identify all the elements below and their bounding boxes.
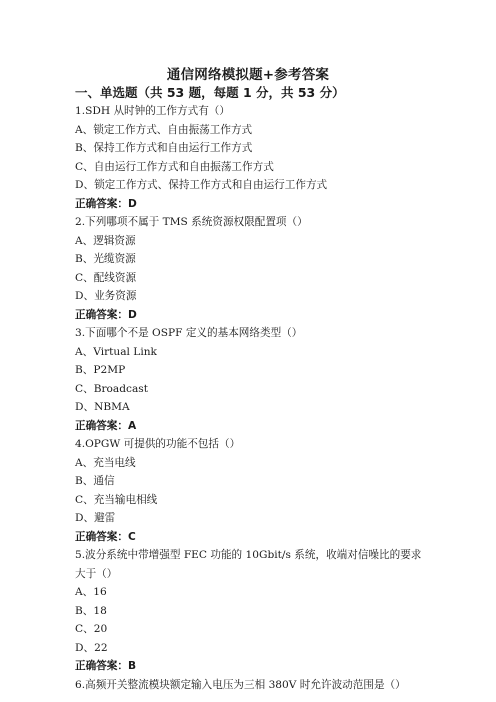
question-text: 2.下列哪项不属于 TMS 系统资源权限配置项（）	[75, 216, 308, 228]
option-d: D、业务资源	[75, 290, 137, 302]
question-block	[75, 546, 425, 676]
correct-answer: 正确答案：D	[75, 308, 137, 321]
correct-answer: 正确答案：B	[75, 660, 137, 672]
option-c: C、自由运行工作方式和自由振荡工作方式	[75, 160, 274, 173]
option-c: C、配线资源	[75, 271, 137, 284]
question-text: 4.OPGW 可提供的功能不包括（）	[75, 438, 241, 450]
question-text: 1.SDH 从时钟的工作方式有（）	[75, 105, 230, 117]
option-a: A、Virtual Link	[75, 345, 157, 358]
option-a: A、充当电线	[75, 456, 136, 469]
question-block	[75, 324, 425, 435]
question-text: 6.高频开关整流模块额定输入电压为三相 380V 时允许波动范围是（）	[75, 678, 406, 691]
option-c: C、20	[75, 623, 108, 635]
option-b: B、光缆资源	[75, 253, 136, 265]
correct-answer: 正确答案：A	[75, 419, 137, 432]
option-c: C、Broadcast	[75, 382, 148, 395]
question-block	[75, 676, 425, 695]
correct-answer: 正确答案：D	[75, 197, 137, 210]
question-block	[75, 435, 425, 546]
question-list	[75, 102, 425, 694]
option-b: B、通信	[75, 475, 115, 487]
question-text: 3.下面哪个不是 OSPF 定义的基本网络类型（）	[75, 327, 303, 339]
option-a: A、锁定工作方式、自由振荡工作方式	[75, 123, 253, 136]
document-title: 通信网络模拟题+参考答案	[166, 67, 330, 83]
question-block	[75, 102, 425, 213]
section-heading: 一、单选题（共 53 题，每题 1 分，共 53 分）	[75, 85, 345, 100]
option-b: B、P2MP	[75, 364, 126, 376]
option-b: B、18	[75, 604, 107, 617]
question-text: 5.波分系统中带增强型 FEC 功能的 10Gbit/s 系统，收端对信噪比的要求大于（）	[75, 549, 422, 580]
option-b: B、保持工作方式和自由运行工作方式	[75, 142, 253, 154]
option-c: C、充当输电相线	[75, 493, 158, 506]
option-d: D、锁定工作方式、保持工作方式和自由运行工作方式	[75, 179, 328, 191]
question-block	[75, 213, 425, 324]
option-a: A、逻辑资源	[75, 234, 136, 247]
option-d: D、避雷	[75, 512, 116, 524]
option-d: D、22	[75, 641, 108, 654]
option-d: D、NBMA	[75, 401, 130, 413]
correct-answer: 正确答案：C	[75, 530, 136, 543]
option-a: A、16	[75, 586, 107, 598]
